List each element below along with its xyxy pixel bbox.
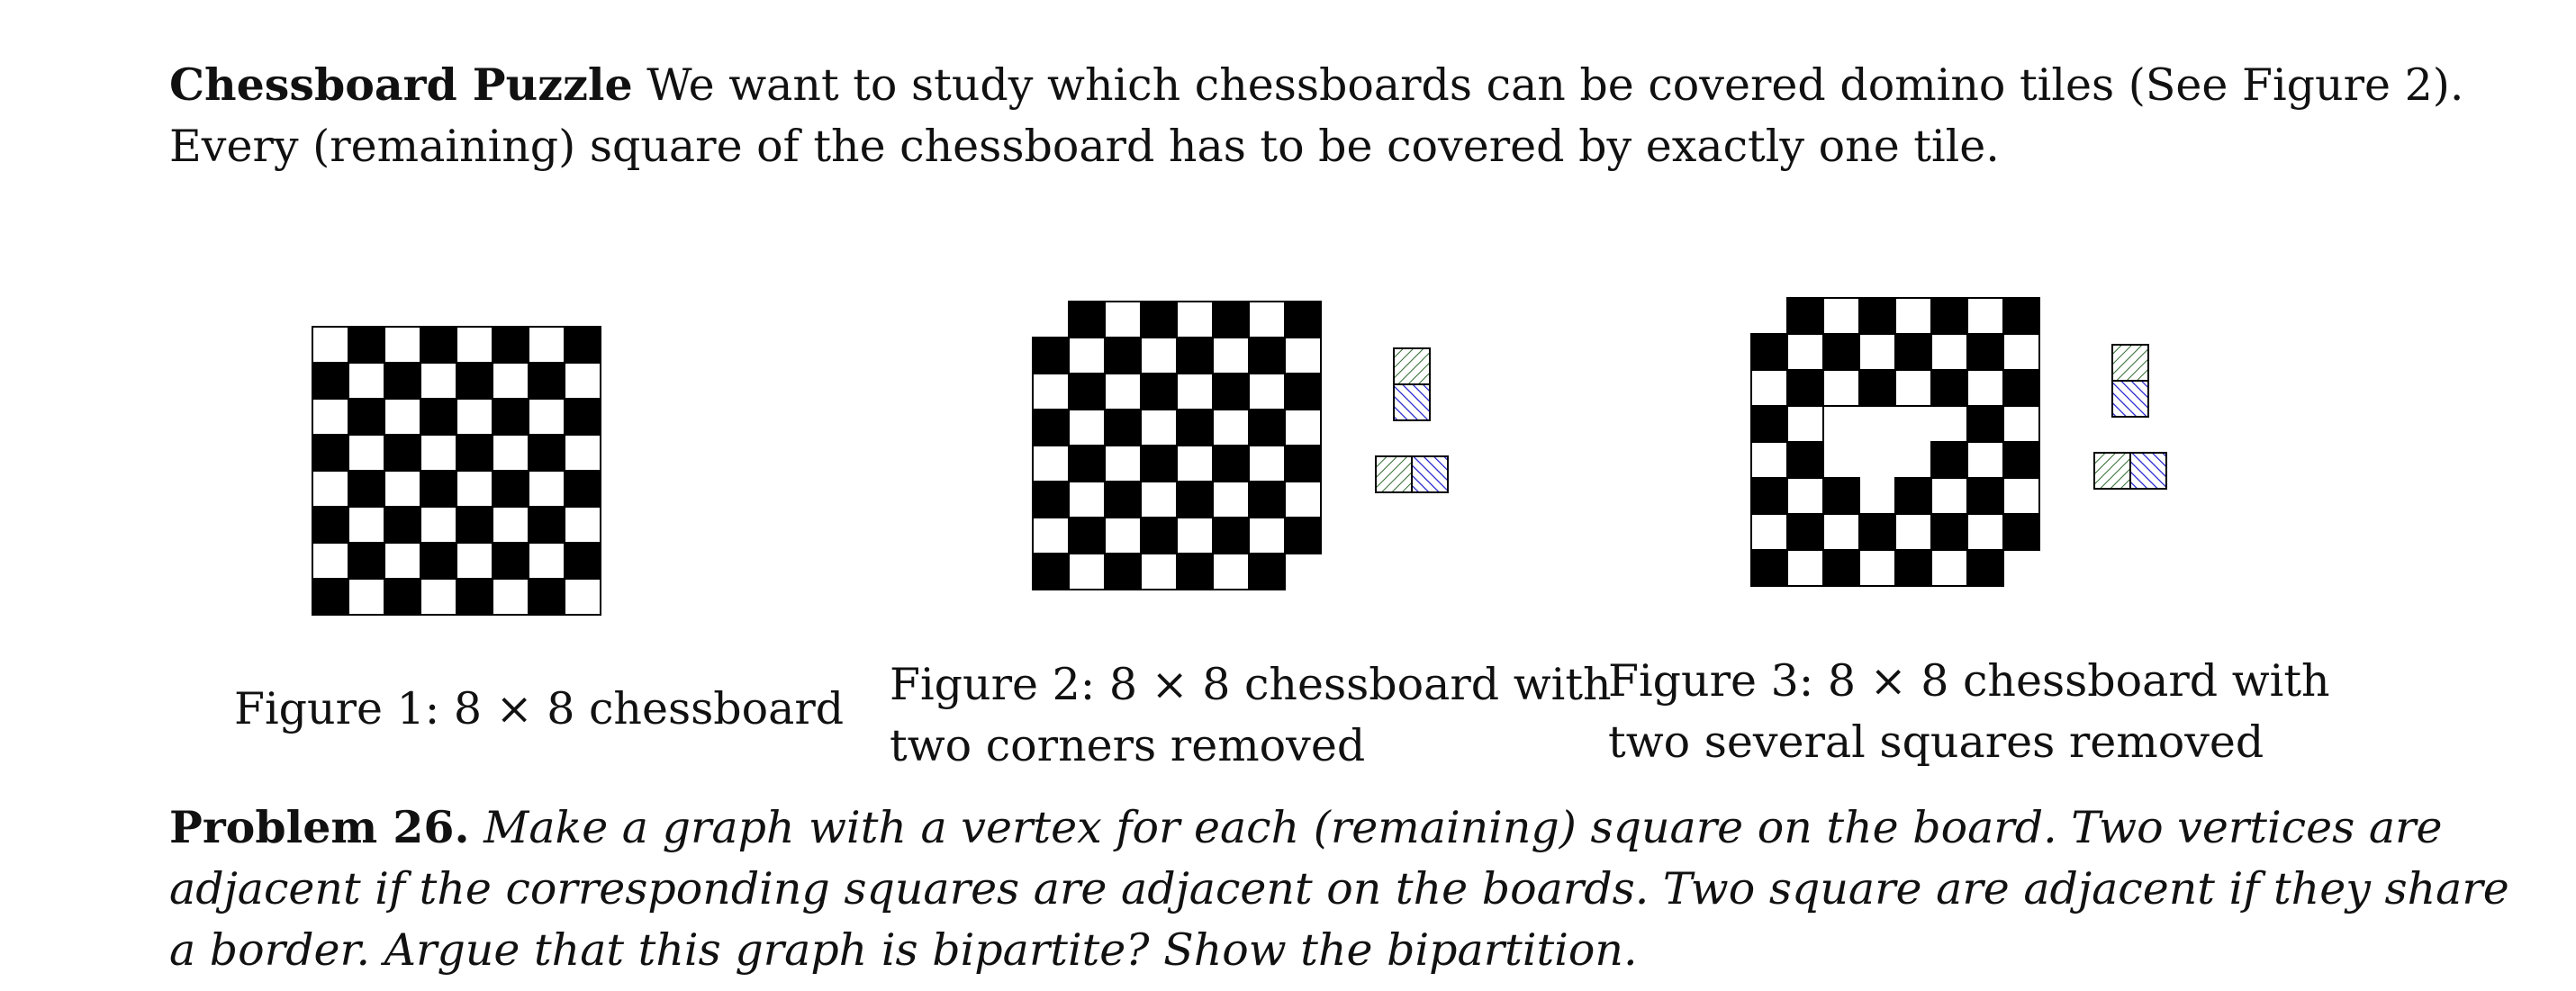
problem-label: Problem 26. [169,801,470,853]
board-square [1069,518,1105,554]
board-square [529,579,565,615]
board-square [493,507,529,543]
board-square [384,471,420,507]
board-square [420,543,456,579]
board-square [1967,442,2003,478]
board-square [2003,334,2039,370]
board-square [1859,298,1895,334]
board-square [384,435,420,471]
board-square [1249,374,1285,410]
board-square [1213,446,1249,482]
board-square [456,327,493,363]
board-square [529,327,565,363]
board-square [1931,298,1967,334]
board-square [384,579,420,615]
board-square [384,507,420,543]
board-square [2003,406,2039,442]
board-square [1105,518,1141,554]
board-square [1895,334,1931,370]
figure-2-domino-tiles [1374,347,1451,500]
figure-1-caption-line-1: Figure 1: 8 × 8 chessboard [234,683,845,734]
board-square [312,471,348,507]
board-square [312,363,348,399]
board-square [1249,338,1285,374]
board-square [493,579,529,615]
board-square [2003,478,2039,514]
board-square [1177,554,1213,590]
intro-heading: Chessboard Puzzle [169,59,633,111]
board-square [384,399,420,435]
board-square [312,543,348,579]
board-square [565,579,601,615]
board-square [456,363,493,399]
board-square [1177,338,1213,374]
board-square [1033,374,1069,410]
figure-3-chessboard [1749,296,2041,588]
intro-line-1 [169,54,2474,116]
board-square [565,399,601,435]
board-square [1967,298,2003,334]
board-square [529,471,565,507]
board-square [312,579,348,615]
board-square [420,435,456,471]
board-square [1177,374,1213,410]
figure-3-caption-line-1: Figure 3: 8 × 8 chessboard with [1608,655,2330,707]
board-square [1177,410,1213,446]
board-square [1285,410,1321,446]
board-square [565,543,601,579]
board-square [348,363,384,399]
board-square [1787,442,1823,478]
board-square [1141,302,1177,338]
board-square [1967,550,2003,586]
board-square [312,399,348,435]
horizontal-domino-right-half [1412,456,1448,492]
board-square [493,363,529,399]
board-square [1895,550,1931,586]
board-square [348,399,384,435]
board-square [420,507,456,543]
board-square [420,327,456,363]
board-square [1787,514,1823,550]
board-square [529,399,565,435]
board-square [1141,518,1177,554]
board-square [1033,446,1069,482]
board-square [456,579,493,615]
board-square [384,327,420,363]
board-square [312,327,348,363]
board-square [1213,518,1249,554]
board-square [1213,482,1249,518]
board-square [1141,410,1177,446]
board-square [493,327,529,363]
board-square [1105,338,1141,374]
board-square [1931,514,1967,550]
board-square [1967,334,2003,370]
board-square [456,543,493,579]
intro-paragraph [169,54,2474,177]
board-square [1069,302,1105,338]
vertical-domino-top-half [2112,345,2148,381]
figure-1-caption [234,679,844,740]
board-square [1895,514,1931,550]
board-square [348,579,384,615]
board-square [1105,410,1141,446]
board-square [1141,374,1177,410]
board-square [1751,370,1787,406]
board-square [312,507,348,543]
board-square [565,327,601,363]
board-square [1069,410,1105,446]
board-square [1285,302,1321,338]
board-square [1033,518,1069,554]
board-square [420,399,456,435]
board-square [420,363,456,399]
figure-3-caption [1608,651,2330,773]
board-square [565,471,601,507]
board-square [1141,338,1177,374]
board-square [1931,478,1967,514]
board-square [493,399,529,435]
board-square [1285,446,1321,482]
board-square [1751,442,1787,478]
horizontal-domino-right-half [2130,453,2166,489]
board-square [456,399,493,435]
board-square [348,471,384,507]
board-square [1931,334,1967,370]
board-square [1213,338,1249,374]
board-square [1859,514,1895,550]
board-square [1069,374,1105,410]
board-square [348,327,384,363]
board-square [348,507,384,543]
board-square [1213,302,1249,338]
board-square [1895,370,1931,406]
board-square [1177,482,1213,518]
board-square [529,507,565,543]
figure-2-caption-line-1: Figure 2: 8 × 8 chessboard with [890,659,1612,710]
figure-2-caption [890,654,1612,777]
figure-2-caption-line-2: two corners removed [890,720,1366,771]
board-square [1931,442,1967,478]
board-square [1141,554,1177,590]
vertical-domino-bottom-half [1394,384,1430,420]
board-square [1213,374,1249,410]
board-square [2003,370,2039,406]
board-square [1105,482,1141,518]
board-square [1967,406,2003,442]
board-square [348,435,384,471]
board-square [1787,370,1823,406]
board-square [1249,410,1285,446]
board-square [1823,298,1859,334]
board-square [1787,298,1823,334]
board-square [1751,550,1787,586]
board-square [1751,478,1787,514]
intro-line-2: Every (remaining) square of the chessboard has to be covered by exactly one tile. [169,121,2000,172]
board-square [420,471,456,507]
board-square [1823,370,1859,406]
board-square [1895,298,1931,334]
problem-paragraph [169,797,2509,981]
board-square [1141,482,1177,518]
board-square [565,507,601,543]
board-square [1249,518,1285,554]
board-square [1787,406,1823,442]
board-square [1787,334,1823,370]
board-square [384,363,420,399]
board-square [1931,550,1967,586]
board-square [1823,478,1859,514]
board-square [2003,442,2039,478]
board-square [1823,550,1859,586]
board-square [1859,370,1895,406]
figure-1-chessboard [311,325,602,617]
board-square [1285,518,1321,554]
board-square [1033,338,1069,374]
problem-line-3: a border. Argue that this graph is bipartite? Show the bipartition. [169,924,1638,976]
board-square [1249,554,1285,590]
horizontal-domino-left-half [2094,453,2130,489]
board-square [1249,446,1285,482]
horizontal-domino-left-half [1376,456,1412,492]
board-square [2003,514,2039,550]
board-square [420,579,456,615]
board-square [1967,514,2003,550]
board-square [1033,410,1069,446]
board-square [1967,478,2003,514]
board-square [529,435,565,471]
board-square [348,543,384,579]
board-square [1859,550,1895,586]
problem-line-1 [169,797,2443,859]
board-square [493,471,529,507]
board-square [1787,550,1823,586]
board-square [1177,446,1213,482]
board-square [1249,302,1285,338]
board-square [529,363,565,399]
board-square [493,435,529,471]
problem-text-1: Make a graph with a vertex for each (remaining) square on the board. Two vertices are [484,802,2443,853]
board-square [1033,554,1069,590]
board-square [1069,446,1105,482]
intro-text-1: We want to study which chessboards can be covered domino tiles (See Figure 2). [646,59,2464,111]
board-square [1285,482,1321,518]
board-square [1823,514,1859,550]
figure-3-domino-tiles [2092,343,2169,496]
board-square [1967,370,2003,406]
board-square [1105,446,1141,482]
board-square [1285,374,1321,410]
board-square [1105,374,1141,410]
board-square [1859,334,1895,370]
vertical-domino-top-half [1394,348,1430,384]
board-square [1069,554,1105,590]
board-square [312,435,348,471]
board-square [1285,338,1321,374]
board-square [1069,482,1105,518]
board-square [1787,478,1823,514]
board-square [493,543,529,579]
board-square [565,435,601,471]
board-square [1751,406,1787,442]
figure-2-chessboard [1031,300,1323,591]
board-square [1751,334,1787,370]
vertical-domino-bottom-half [2112,381,2148,417]
board-square [1213,554,1249,590]
board-square [1249,482,1285,518]
board-square [384,543,420,579]
board-square [1751,514,1787,550]
board-square [1177,302,1213,338]
board-square [1105,302,1141,338]
board-square [1177,518,1213,554]
board-square [1213,410,1249,446]
figure-3-caption-line-2: two several squares removed [1608,716,2264,768]
board-square [565,363,601,399]
board-square [456,471,493,507]
board-square [2003,298,2039,334]
board-square [456,435,493,471]
board-square [1895,478,1931,514]
board-square [1069,338,1105,374]
board-square [1823,334,1859,370]
problem-line-2: adjacent if the corresponding squares are adjacent on the boards. Two square are adjacent if they share [169,863,2509,914]
board-square [1141,446,1177,482]
board-square [1931,370,1967,406]
board-square [1033,482,1069,518]
board-square [529,543,565,579]
board-square [1105,554,1141,590]
board-square [456,507,493,543]
